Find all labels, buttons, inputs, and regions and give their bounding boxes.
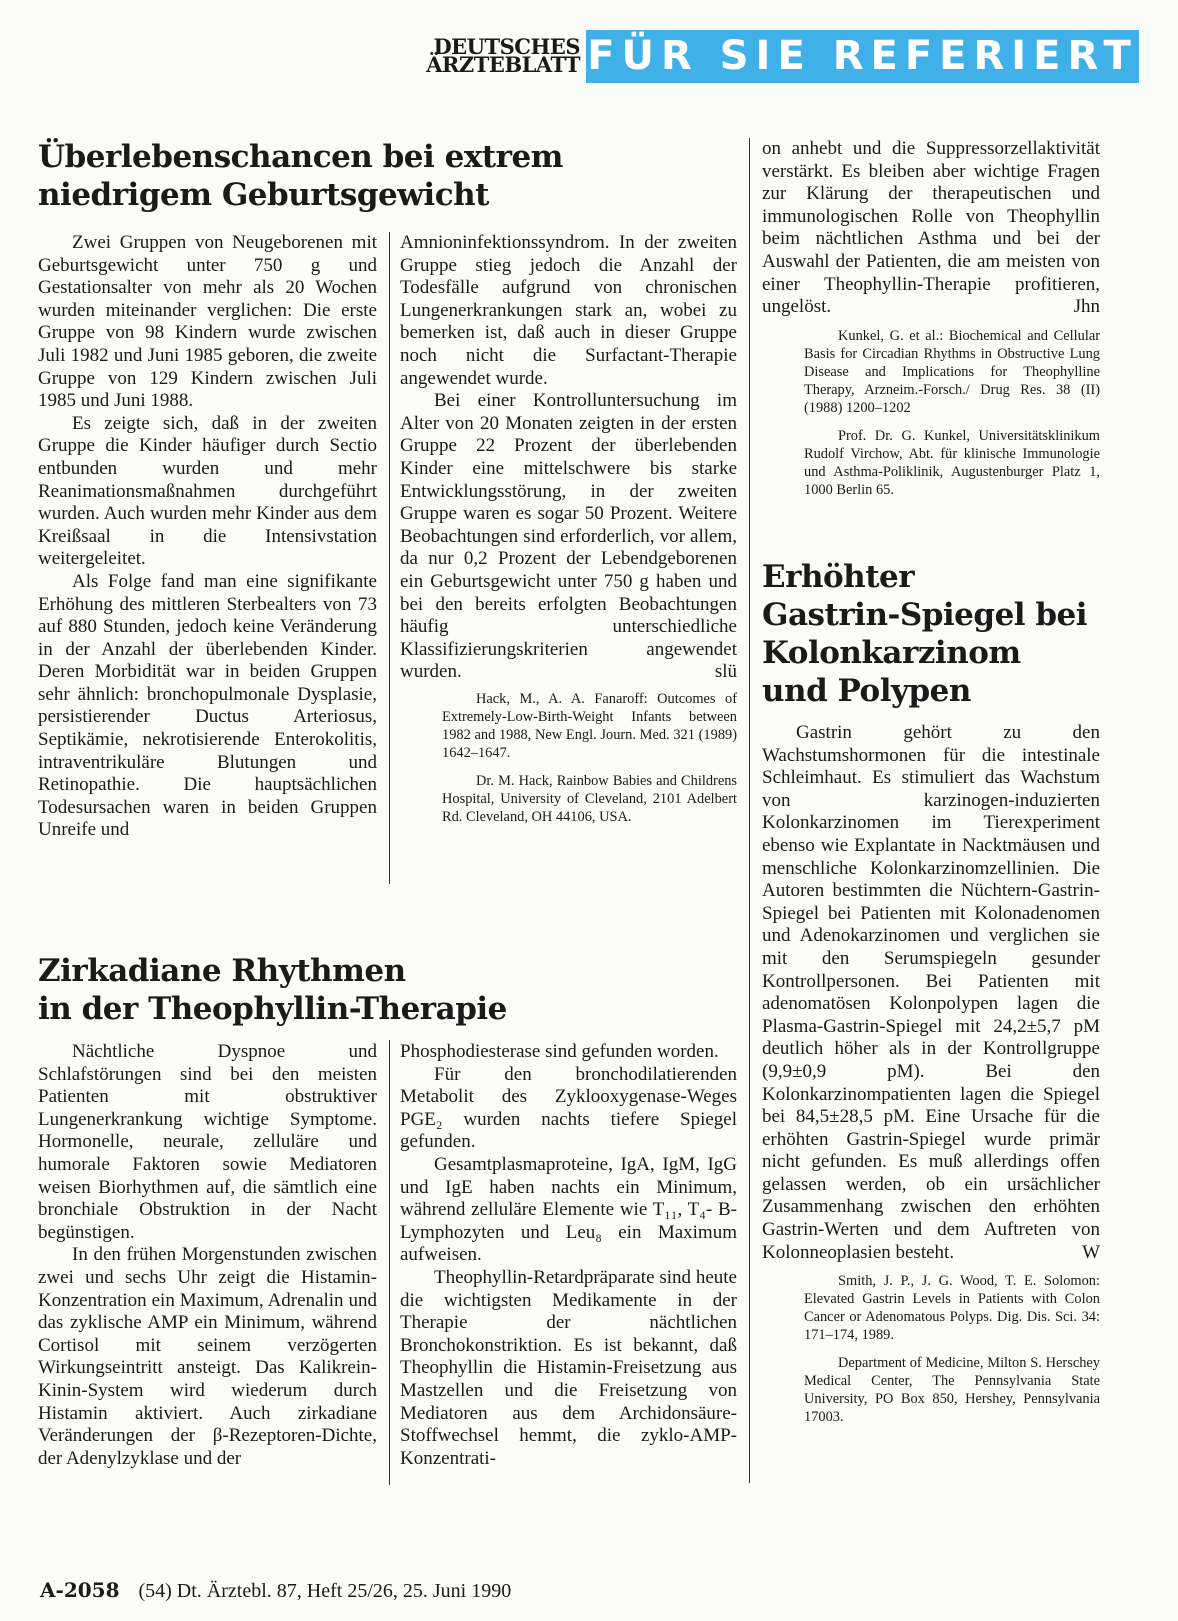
author-signature: W (1082, 1241, 1100, 1263)
article-1-title-line-1: Überlebenschancen bei extrem (38, 139, 563, 175)
paragraph: Theophyllin-Retardpräparate sind heute die wichtigsten Medikamente in der Therapie der nächtlichen Bronchokonstriktion. Es ist bekannt, daß Theophyllin die Histamin-Freisetzung aus Mastzellen und die Freisetzung von Mediatoren aus dem Archidonsäure-Stoffwechsel hemmt, die zyklo-AMP-Konzentrati- (400, 1266, 737, 1469)
column-rule (749, 138, 750, 1483)
article-2-headline (38, 952, 738, 1028)
logo-line-2: ÄRZTEBLATT (426, 52, 580, 77)
paragraph: Zwei Gruppen von Neugeborenen mit Geburtsgewicht unter 750 g und Gestationsalter von mehr als 20 Wochen wurden miteinander verglichen: Die erste Gruppe von 98 Kindern wurde zwischen Juli 1982 und Juni 1985 geboren, die zweite Gruppe von 129 Kindern zwischen Juli 1985 und Juni 1988. (38, 232, 377, 412)
article-2-column-2 (400, 1041, 737, 1470)
article-3-title-line-2: Gastrin-Spiegel bei (762, 597, 1088, 633)
article-2-column-3 (762, 138, 1100, 509)
paragraph: Gesamtplasmaproteine, IgA, IgM, IgG und IgE haben nachts ein Minimum, während zelluläre Elemente wie T₁₁, T₄- B-Lymphozyten und Leu₈ ein Maximum aufweisen. (400, 1153, 737, 1266)
article-3-column (762, 722, 1100, 1436)
article-3-title-line-4: und Polypen (762, 673, 971, 709)
article-1-headline (38, 138, 738, 214)
reference-block (442, 690, 737, 826)
column-rule (389, 232, 390, 884)
paragraph: Als Folge fand man eine signifikante Erhöhung des mittleren Sterbealters von 73 auf 880 Stunden, jedoch keine Veränderung in der Anzahl der überlebenden Kinder. Deren Morbidität war in beiden Gruppen sehr ähnlich: bronchopulmonale Dysplasie, persistierender Ductus Arteriosus, Septikämie, nekrotisierende Enterokolitis, intraventrikuläre Blutungen und Retinopathie. Die hauptsächlichen Todesursachen waren in beiden Gruppen Unreife und (38, 570, 377, 841)
page-number: A-2058 (40, 1578, 120, 1602)
article-3-title-line-3: Kolonkarzinom (762, 635, 1021, 671)
article-1-column-2 (400, 232, 737, 836)
paragraph: Es zeigte sich, daß in der zweiten Gruppe die Kinder häufiger durch Sectio entbunden wurden und mehr Reanimationsmaßnahmen durchgeführt wurden. Auch wurden mehr Kinder aus dem Kreißsaal in die Intensivstation weitergeleitet. (38, 412, 377, 570)
article-1-title-line-2: niedrigem Geburtsgewicht (38, 177, 489, 213)
article-2-title-line-1: Zirkadiane Rhythmen (38, 953, 406, 989)
paragraph: In den frühen Morgenstunden zwischen zwei und sechs Uhr zeigt die Histamin-Konzentration ein Maximum, Adrenalin und das zyklische AMP ein Minimum, während Cortisol mit seinem verzögerten Wirkungseintritt ansteigt. Das Kalikrein-Kinin-System wird wiederum durch Histamin aktiviert. Auch zirkadiane Veränderungen der β-Rezeptoren-Dichte, der Adenylzyklase und der (38, 1244, 377, 1469)
reference-address: Department of Medicine, Milton S. Herschey Medical Center, The Pennsylvania State University, PO Box 850, Hershey, Pennsylvania 17003. (804, 1355, 1100, 1426)
paragraph: Amnioninfektionssyndrom. In der zweiten Gruppe stieg jedoch die Anzahl der Todesfälle aufgrund von chronischen Lungenerkrankungen stark an, wobei zu bemerken ist, daß auch in dieser Gruppe noch nicht die Surfactant-Therapie angewendet wurde. (400, 232, 737, 389)
section-banner: FÜR SIE REFERIERT (586, 30, 1139, 83)
paragraph: Für den bronchodilatierenden Metabolit des Zyklooxygenase-Weges PGE₂ wurden nachts tiefere Spiegel gefunden. (400, 1063, 737, 1153)
article-3-title-line-1: Erhöhter (762, 559, 915, 595)
paragraph (762, 722, 1100, 1264)
reference-block (804, 1272, 1100, 1426)
paragraph-text: Gastrin gehört zu den Wachstumshormonen für die intestinale Schleimhaut. Es stimuliert das Wachstum von karzinogen-induzierten Kolonkarzinomen im Tierexperiment ebenso wie Explantate in Nacktmäusen und menschliche Kolonkarzinomzellinien. Die Autoren bestimmten die Nüchtern-Gastrin-Spiegel bei Patienten mit Kolonadenomen und Adenokarzinomen und verglichen sie mit den Serumspiegeln gesunder Kontrollpersonen. Bei Patienten mit adenomatösen Kolonpolypen lagen die Plasma-Gastrin-Spiegel mit 24,2±5,7 pM deutlich höher als in der Kontrollgruppe (9,9±0,9 pM). Bei den Kolonkarzinompatienten lagen die Spiegel bei 84,5±28,5 pM. Eine Ursache für die erhöhten Gastrin-Spiegel wurde primär nicht gefunden. Es muß allerdings offen gelassen werden, ob ein ursächlicher Zusammenhang zwischen den erhöhten Gastrin-Werten und dem Auftreten von Kolonneoplasien besteht. (762, 722, 1100, 1263)
page-footer (40, 1578, 511, 1603)
journal-citation: (54) Dt. Ärztebl. 87, Heft 25/26, 25. Juni 1990 (138, 1580, 512, 1602)
reference-citation: Hack, M., A. A. Fanaroff: Outcomes of Extremely-Low-Birth-Weight Infants between 1982 and 1988, New Engl. Journ. Med. 321 (1989) 1642–1647. (442, 690, 737, 761)
article-2-column-1 (38, 1041, 377, 1470)
reference-block (804, 327, 1100, 499)
reference-address: Dr. M. Hack, Rainbow Babies and Childrens Hospital, University of Cleveland, 2101 Adelbert Rd. Cleveland, OH 44106, USA. (442, 772, 737, 825)
paragraph-text: on anhebt und die Suppressorzellaktivität verstärkt. Es bleiben aber wichtige Fragen zur Klärung der therapeutischen und immunologischen Rolle von Theophyllin beim nächtlichen Asthma und bei der Auswahl der Patienten, die am meisten von einer Theophyllin-Therapie profitieren, ungelöst. (762, 138, 1100, 318)
article-1-column-1 (38, 232, 377, 842)
masthead-logo (402, 34, 580, 77)
author-signature: Jhn (1073, 296, 1100, 318)
paragraph: Nächtliche Dyspnoe und Schlafstörungen sind bei den meisten Patienten mit obstruktiver Lungenerkrankung wichtige Symptome. Hormonelle, neurale, zelluläre und humorale Faktoren sowie Mediatoren weisen Biorhythmen auf, die sämtlich eine bronchiale Obstruktion in der Nacht begünstigen. (38, 1041, 377, 1243)
logo-line-1: DEUTSCHES (433, 34, 580, 59)
author-signature: slü (714, 661, 737, 683)
paragraph (400, 390, 737, 684)
reference-address: Prof. Dr. G. Kunkel, Universitätsklinikum Rudolf Virchow, Abt. für klinische Immunologie und Asthma-Poliklinik, Augustenburger Platz 1, 1000 Berlin 65. (804, 427, 1100, 498)
reference-citation: Kunkel, G. et al.: Biochemical and Cellular Basis for Circadian Rhythms in Obstructive Lung Disease and Implications for Theophylline Therapy, Arzneim.-Forsch./ Drug Res. 38 (II) (1988) 1200–1202 (804, 327, 1100, 416)
paragraph-text: Bei einer Kontrolluntersuchung im Alter von 20 Monaten zeigten in der ersten Gruppe 22 Prozent der überlebenden Kinder eine mittelschwere bis starke Entwicklungsstörung, in der zweiten Gruppe waren es sogar 50 Prozent. Weitere Beobachtungen sind erforderlich, vor allem, da nur 0,2 Prozent der Lebendgeborenen ein Geburtsgewicht unter 750 g haben und bei den bereits erfolgten Beobachtungen häufig unterschiedliche Klassifizierungskriterien angewendet wurden. (400, 390, 737, 683)
reference-citation: Smith, J. P., J. G. Wood, T. E. Solomon: Elevated Gastrin Levels in Patients with Colon Cancer or Adenomatous Polyps. Dig. Dis. Sci. 34: 171–174, 1989. (804, 1273, 1100, 1344)
article-3-headline (762, 558, 1122, 710)
article-2-title-line-2: in der Theophyllin-Therapie (38, 991, 507, 1027)
paragraph (762, 138, 1100, 319)
paragraph: Phosphodiesterase sind gefunden worden. (400, 1041, 719, 1062)
column-rule (389, 1040, 390, 1485)
